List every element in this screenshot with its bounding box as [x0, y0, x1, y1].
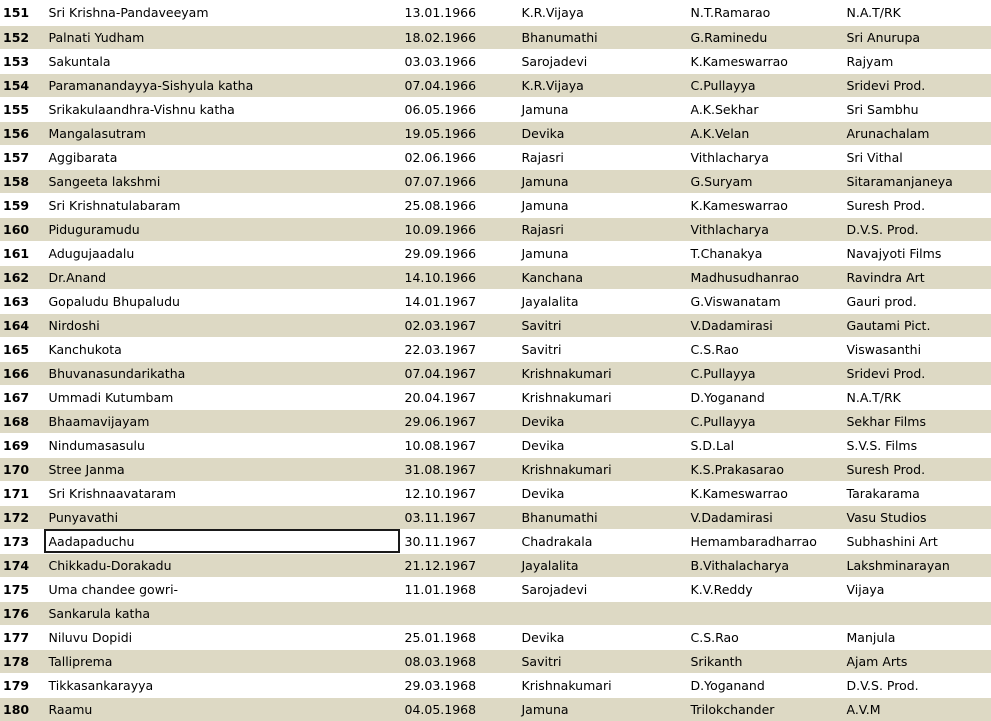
release-date-cell[interactable]: 14.01.1967 [400, 289, 517, 313]
release-date-cell[interactable]: 21.12.1967 [400, 553, 517, 577]
title-cell[interactable]: Sakuntala [44, 49, 400, 73]
row-number-cell[interactable]: 164 [0, 313, 44, 337]
release-date-cell[interactable]: 29.06.1967 [400, 409, 517, 433]
producer-cell[interactable]: Sridevi Prod. [842, 73, 991, 97]
title-cell[interactable]: Uma chandee gowri- [44, 577, 400, 601]
heroine-cell[interactable]: Devika [517, 433, 686, 457]
heroine-cell[interactable]: Savitri [517, 313, 686, 337]
release-date-cell[interactable]: 14.10.1966 [400, 265, 517, 289]
row-number-cell[interactable]: 153 [0, 49, 44, 73]
row-number-cell[interactable]: 175 [0, 577, 44, 601]
row-number-cell[interactable]: 167 [0, 385, 44, 409]
title-cell[interactable]: Srikakulaandhra-Vishnu katha [44, 97, 400, 121]
row-number-cell[interactable]: 174 [0, 553, 44, 577]
title-cell[interactable]: Stree Janma [44, 457, 400, 481]
director-cell[interactable]: Srikanth [686, 649, 842, 673]
row-number-cell[interactable]: 178 [0, 649, 44, 673]
heroine-cell[interactable]: Jamuna [517, 193, 686, 217]
release-date-cell[interactable]: 02.03.1967 [400, 313, 517, 337]
release-date-cell[interactable]: 03.11.1967 [400, 505, 517, 529]
table-row [0, 73, 991, 97]
heroine-cell[interactable]: Savitri [517, 649, 686, 673]
director-cell[interactable]: Madhusudhanrao [686, 265, 842, 289]
heroine-cell[interactable]: Krishnakumari [517, 385, 686, 409]
row-number-cell[interactable]: 165 [0, 337, 44, 361]
table-row [0, 97, 991, 121]
director-cell[interactable]: G.Viswanatam [686, 289, 842, 313]
title-cell[interactable]: Sri Krishnatulabaram [44, 193, 400, 217]
producer-cell[interactable]: Ajam Arts [842, 649, 991, 673]
release-date-cell[interactable]: 10.08.1967 [400, 433, 517, 457]
table-row [0, 217, 991, 241]
heroine-cell[interactable]: Jamuna [517, 697, 686, 721]
heroine-cell[interactable]: Rajasri [517, 145, 686, 169]
table-row [0, 625, 991, 649]
producer-cell[interactable]: Lakshminarayan [842, 553, 991, 577]
table-row [0, 241, 991, 265]
director-cell[interactable]: C.S.Rao [686, 625, 842, 649]
film-list-table [0, 1, 991, 721]
title-cell[interactable]: Ummadi Kutumbam [44, 385, 400, 409]
director-cell[interactable]: A.K.Velan [686, 121, 842, 145]
producer-cell[interactable]: Sekhar Films [842, 409, 991, 433]
producer-cell[interactable]: Vasu Studios [842, 505, 991, 529]
table-row [0, 361, 991, 385]
release-date-cell[interactable]: 20.04.1967 [400, 385, 517, 409]
director-cell[interactable]: K.Kameswarrao [686, 481, 842, 505]
producer-cell[interactable]: Sridevi Prod. [842, 361, 991, 385]
release-date-cell[interactable]: 30.11.1967 [400, 529, 517, 553]
title-cell[interactable]: Piduguramudu [44, 217, 400, 241]
heroine-cell[interactable]: Jamuna [517, 169, 686, 193]
table-row [0, 193, 991, 217]
title-cell[interactable]: Kanchukota [44, 337, 400, 361]
director-cell[interactable]: D.Yoganand [686, 385, 842, 409]
release-date-cell[interactable]: 06.05.1966 [400, 97, 517, 121]
table-row [0, 505, 991, 529]
release-date-cell[interactable]: 19.05.1966 [400, 121, 517, 145]
director-cell[interactable]: Trilokchander [686, 697, 842, 721]
heroine-cell[interactable]: Devika [517, 625, 686, 649]
heroine-cell[interactable]: Sarojadevi [517, 49, 686, 73]
producer-cell[interactable]: Tarakarama [842, 481, 991, 505]
heroine-cell[interactable]: Jayalalita [517, 553, 686, 577]
director-cell[interactable]: B.Vithalacharya [686, 553, 842, 577]
table-row [0, 385, 991, 409]
director-cell[interactable]: K.V.Reddy [686, 577, 842, 601]
title-cell[interactable]: Talliprema [44, 649, 400, 673]
row-number-cell[interactable]: 163 [0, 289, 44, 313]
title-cell[interactable]: Nirdoshi [44, 313, 400, 337]
release-date-cell[interactable]: 07.07.1966 [400, 169, 517, 193]
table-row [0, 577, 991, 601]
release-date-cell[interactable]: 11.01.1968 [400, 577, 517, 601]
table-row [0, 601, 991, 625]
title-cell[interactable]: Chikkadu-Dorakadu [44, 553, 400, 577]
director-cell[interactable]: S.D.Lal [686, 433, 842, 457]
selected-cell[interactable]: Aadapaduchu [44, 529, 400, 553]
row-number-cell[interactable]: 168 [0, 409, 44, 433]
heroine-cell[interactable]: Jamuna [517, 97, 686, 121]
row-number-cell[interactable]: 176 [0, 601, 44, 625]
table-row [0, 457, 991, 481]
producer-cell[interactable]: Navajyoti Films [842, 241, 991, 265]
heroine-cell[interactable]: Krishnakumari [517, 361, 686, 385]
director-cell[interactable]: G.Raminedu [686, 25, 842, 49]
table-row [0, 409, 991, 433]
producer-cell[interactable]: Viswasanthi [842, 337, 991, 361]
title-cell[interactable]: Adugujaadalu [44, 241, 400, 265]
heroine-cell[interactable]: Savitri [517, 337, 686, 361]
table-row [0, 25, 991, 49]
release-date-cell[interactable]: 29.03.1968 [400, 673, 517, 697]
table-row [0, 553, 991, 577]
heroine-cell[interactable]: Chadrakala [517, 529, 686, 553]
director-cell[interactable]: Vithlacharya [686, 145, 842, 169]
director-cell[interactable]: C.Pullayya [686, 361, 842, 385]
director-cell[interactable]: K.Kameswarrao [686, 49, 842, 73]
director-cell[interactable]: Hemambaradharrao [686, 529, 842, 553]
title-cell[interactable]: Aggibarata [44, 145, 400, 169]
title-cell[interactable]: Bhaamavijayam [44, 409, 400, 433]
producer-cell[interactable]: Ravindra Art [842, 265, 991, 289]
title-cell[interactable]: Punyavathi [44, 505, 400, 529]
producer-cell[interactable]: D.V.S. Prod. [842, 673, 991, 697]
director-cell[interactable] [686, 601, 842, 625]
heroine-cell[interactable]: Sarojadevi [517, 577, 686, 601]
table-row [0, 49, 991, 73]
title-cell[interactable]: Mangalasutram [44, 121, 400, 145]
table-row [0, 121, 991, 145]
director-cell[interactable]: V.Dadamirasi [686, 313, 842, 337]
row-number-cell[interactable]: 161 [0, 241, 44, 265]
release-date-cell[interactable]: 25.01.1968 [400, 625, 517, 649]
heroine-cell[interactable]: Devika [517, 481, 686, 505]
table-body [0, 1, 991, 721]
row-number-cell[interactable]: 180 [0, 697, 44, 721]
title-cell[interactable]: Sangeeta lakshmi [44, 169, 400, 193]
release-date-cell[interactable]: 25.08.1966 [400, 193, 517, 217]
producer-cell[interactable]: A.V.M [842, 697, 991, 721]
producer-cell[interactable]: Sri Anurupa [842, 25, 991, 49]
producer-cell[interactable] [842, 601, 991, 625]
producer-cell[interactable]: Gauri prod. [842, 289, 991, 313]
heroine-cell[interactable]: Devika [517, 121, 686, 145]
producer-cell[interactable]: Vijaya [842, 577, 991, 601]
table-row [0, 649, 991, 673]
title-cell[interactable]: Niluvu Dopidi [44, 625, 400, 649]
row-number-cell[interactable]: 166 [0, 361, 44, 385]
table-row [0, 313, 991, 337]
row-number-cell[interactable]: 170 [0, 457, 44, 481]
producer-cell[interactable]: Rajyam [842, 49, 991, 73]
table-row [0, 481, 991, 505]
heroine-cell[interactable]: Jayalalita [517, 289, 686, 313]
title-cell[interactable]: Tikkasankarayya [44, 673, 400, 697]
director-cell[interactable]: T.Chanakya [686, 241, 842, 265]
director-cell[interactable]: D.Yoganand [686, 673, 842, 697]
director-cell[interactable]: N.T.Ramarao [686, 1, 842, 25]
table-row [0, 145, 991, 169]
table-row [0, 673, 991, 697]
heroine-cell[interactable]: Bhanumathi [517, 25, 686, 49]
heroine-cell[interactable]: K.R.Vijaya [517, 1, 686, 25]
table-row [0, 433, 991, 457]
release-date-cell[interactable]: 10.09.1966 [400, 217, 517, 241]
row-number-cell[interactable]: 173 [0, 529, 44, 553]
producer-cell[interactable]: Suresh Prod. [842, 457, 991, 481]
title-cell[interactable]: Palnati Yudham [44, 25, 400, 49]
producer-cell[interactable]: N.A.T/RK [842, 385, 991, 409]
title-cell[interactable]: Sankarula katha [44, 601, 400, 625]
table-row [0, 337, 991, 361]
title-cell[interactable]: Raamu [44, 697, 400, 721]
title-cell[interactable]: Sri Krishnaavataram [44, 481, 400, 505]
heroine-cell[interactable]: Krishnakumari [517, 457, 686, 481]
row-number-cell[interactable]: 151 [0, 1, 44, 25]
director-cell[interactable]: V.Dadamirasi [686, 505, 842, 529]
table-row [0, 529, 991, 553]
row-number-cell[interactable]: 158 [0, 169, 44, 193]
row-number-cell[interactable]: 159 [0, 193, 44, 217]
title-cell[interactable]: Paramanandayya-Sishyula katha [44, 73, 400, 97]
release-date-cell[interactable]: 07.04.1966 [400, 73, 517, 97]
producer-cell[interactable]: Sri Vithal [842, 145, 991, 169]
title-cell[interactable]: Nindumasasulu [44, 433, 400, 457]
director-cell[interactable]: G.Suryam [686, 169, 842, 193]
release-date-cell[interactable]: 29.09.1966 [400, 241, 517, 265]
producer-cell[interactable]: Manjula [842, 625, 991, 649]
heroine-cell[interactable]: Bhanumathi [517, 505, 686, 529]
release-date-cell[interactable]: 04.05.1968 [400, 697, 517, 721]
release-date-cell[interactable]: 18.02.1966 [400, 25, 517, 49]
row-number-cell[interactable]: 152 [0, 25, 44, 49]
director-cell[interactable]: K.Kameswarrao [686, 193, 842, 217]
row-number-cell[interactable]: 157 [0, 145, 44, 169]
row-number-cell[interactable]: 179 [0, 673, 44, 697]
producer-cell[interactable]: N.A.T/RK [842, 1, 991, 25]
title-cell[interactable]: Sri Krishna-Pandaveeyam [44, 1, 400, 25]
release-date-cell[interactable]: 22.03.1967 [400, 337, 517, 361]
title-cell[interactable]: Gopaludu Bhupaludu [44, 289, 400, 313]
producer-cell[interactable]: Sitaramanjaneya [842, 169, 991, 193]
release-date-cell[interactable]: 03.03.1966 [400, 49, 517, 73]
release-date-cell[interactable]: 31.08.1967 [400, 457, 517, 481]
producer-cell[interactable]: Sri Sambhu [842, 97, 991, 121]
row-number-cell[interactable]: 162 [0, 265, 44, 289]
producer-cell[interactable]: S.V.S. Films [842, 433, 991, 457]
heroine-cell[interactable]: K.R.Vijaya [517, 73, 686, 97]
row-number-cell[interactable]: 171 [0, 481, 44, 505]
director-cell[interactable]: Vithlacharya [686, 217, 842, 241]
heroine-cell[interactable]: Jamuna [517, 241, 686, 265]
director-cell[interactable]: A.K.Sekhar [686, 97, 842, 121]
table-row [0, 697, 991, 721]
row-number-cell[interactable]: 169 [0, 433, 44, 457]
producer-cell[interactable]: D.V.S. Prod. [842, 217, 991, 241]
row-number-cell[interactable]: 154 [0, 73, 44, 97]
row-number-cell[interactable]: 172 [0, 505, 44, 529]
producer-cell[interactable]: Suresh Prod. [842, 193, 991, 217]
table-row [0, 265, 991, 289]
director-cell[interactable]: C.Pullayya [686, 73, 842, 97]
producer-cell[interactable]: Gautami Pict. [842, 313, 991, 337]
row-number-cell[interactable]: 160 [0, 217, 44, 241]
release-date-cell[interactable]: 13.01.1966 [400, 1, 517, 25]
table-row [0, 169, 991, 193]
director-cell[interactable]: C.S.Rao [686, 337, 842, 361]
release-date-cell[interactable]: 12.10.1967 [400, 481, 517, 505]
director-cell[interactable]: C.Pullayya [686, 409, 842, 433]
release-date-cell[interactable]: 07.04.1967 [400, 361, 517, 385]
release-date-cell[interactable]: 02.06.1966 [400, 145, 517, 169]
title-cell[interactable]: Dr.Anand [44, 265, 400, 289]
heroine-cell[interactable]: Devika [517, 409, 686, 433]
row-number-cell[interactable]: 156 [0, 121, 44, 145]
producer-cell[interactable]: Subhashini Art [842, 529, 991, 553]
director-cell[interactable]: K.S.Prakasarao [686, 457, 842, 481]
table-row [0, 1, 991, 25]
heroine-cell[interactable] [517, 601, 686, 625]
table-row [0, 289, 991, 313]
producer-cell[interactable]: Arunachalam [842, 121, 991, 145]
heroine-cell[interactable]: Kanchana [517, 265, 686, 289]
heroine-cell[interactable]: Krishnakumari [517, 673, 686, 697]
row-number-cell[interactable]: 177 [0, 625, 44, 649]
release-date-cell[interactable]: 08.03.1968 [400, 649, 517, 673]
title-cell[interactable]: Bhuvanasundarikatha [44, 361, 400, 385]
row-number-cell[interactable]: 155 [0, 97, 44, 121]
release-date-cell[interactable] [400, 601, 517, 625]
heroine-cell[interactable]: Rajasri [517, 217, 686, 241]
